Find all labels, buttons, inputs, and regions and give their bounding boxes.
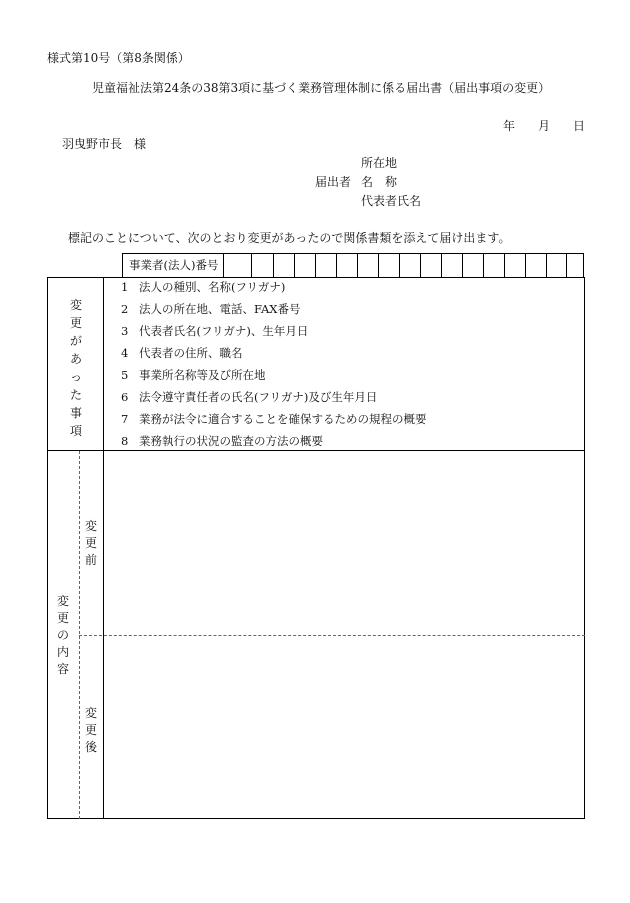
changed-items-label: 変 更 が あ っ た 事 項 (69, 298, 82, 438)
changed-item-number: 5 (121, 368, 129, 382)
changed-item-number: 8 (121, 434, 129, 448)
date-day: 日 (573, 119, 586, 133)
changed-item-number: 2 (121, 302, 129, 316)
business-number-digit-box[interactable] (566, 254, 567, 277)
notifier-address-label: 所在地 (361, 156, 398, 170)
business-number-digit-box[interactable] (546, 254, 547, 277)
business-number-digit-box[interactable] (525, 254, 526, 277)
business-number-digit-box[interactable] (357, 254, 358, 277)
before-content-area[interactable] (104, 452, 584, 634)
intro-text: 標記のことについて、次のとおり変更があったので関係書類を添えて届け出ます。 (68, 231, 511, 245)
business-number-label: 事業者(法人)番号 (129, 258, 219, 272)
changed-item-7[interactable] (121, 414, 427, 426)
changed-item-1[interactable] (121, 282, 285, 294)
changed-item-text: 業務執行の状況の監査の方法の概要 (139, 434, 323, 448)
changed-item-number: 6 (121, 390, 129, 404)
after-label: 変 更 後 (84, 706, 97, 754)
business-number-digit-box[interactable] (378, 254, 379, 277)
changed-item-6[interactable] (121, 392, 377, 404)
notifier-rep-label: 代表者氏名 (361, 194, 422, 208)
business-number-digit-box[interactable] (273, 254, 274, 277)
content-label: 変 更 の 内 容 (56, 594, 69, 676)
business-number-digit-box[interactable] (483, 254, 484, 277)
changed-item-3[interactable] (121, 326, 308, 338)
changed-item-8[interactable] (121, 436, 323, 448)
business-number-digit-box[interactable] (336, 254, 337, 277)
business-number-digit-box[interactable] (294, 254, 295, 277)
form-number: 様式第10号（第8条関係） (47, 51, 190, 65)
business-number-row (122, 253, 584, 277)
changed-item-text: 法令遵守責任者の氏名(フリガナ)及び生年月日 (139, 390, 378, 404)
before-label: 変 更 前 (84, 519, 97, 567)
changed-item-text: 法人の種別、名称(フリガナ) (139, 280, 286, 294)
changed-item-text: 法人の所在地、電話、FAX番号 (139, 302, 301, 316)
after-content-area[interactable] (104, 637, 584, 818)
changed-items-divider (47, 450, 585, 451)
business-number-digit-box[interactable] (251, 254, 252, 277)
business-number-digit-box[interactable] (420, 254, 421, 277)
changed-item-text: 業務が法令に適合することを確保するための規程の概要 (139, 412, 427, 426)
business-number-digit-box[interactable] (223, 254, 224, 277)
notifier-label: 届出者 (315, 175, 352, 189)
business-number-digit-box[interactable] (441, 254, 442, 277)
changed-item-text: 事業所名称等及び所在地 (139, 368, 266, 382)
date-month: 月 (538, 119, 551, 133)
business-number-digit-box[interactable] (462, 254, 463, 277)
before-after-row-divider (79, 635, 585, 636)
notifier-name-label: 名 称 (361, 175, 398, 189)
date-year: 年 (503, 119, 516, 133)
business-number-digit-box[interactable] (504, 254, 505, 277)
page-title: 児童福祉法第24条の38第3項に基づく業務管理体制に係る届出書（届出事項の変更） (92, 81, 551, 95)
changed-item-number: 7 (121, 412, 129, 426)
business-number-digit-box[interactable] (315, 254, 316, 277)
changed-item-text: 代表者の住所、職名 (139, 346, 243, 360)
addressee: 羽曳野市長 様 (62, 137, 147, 151)
changed-item-number: 4 (121, 346, 129, 360)
changed-item-text: 代表者氏名(フリガナ)、生年月日 (139, 324, 309, 338)
changed-item-number: 1 (121, 280, 129, 294)
changed-item-5[interactable] (121, 370, 266, 382)
business-number-digit-box[interactable] (399, 254, 400, 277)
changed-item-4[interactable] (121, 348, 243, 360)
changed-item-2[interactable] (121, 304, 300, 316)
changed-item-number: 3 (121, 324, 129, 338)
